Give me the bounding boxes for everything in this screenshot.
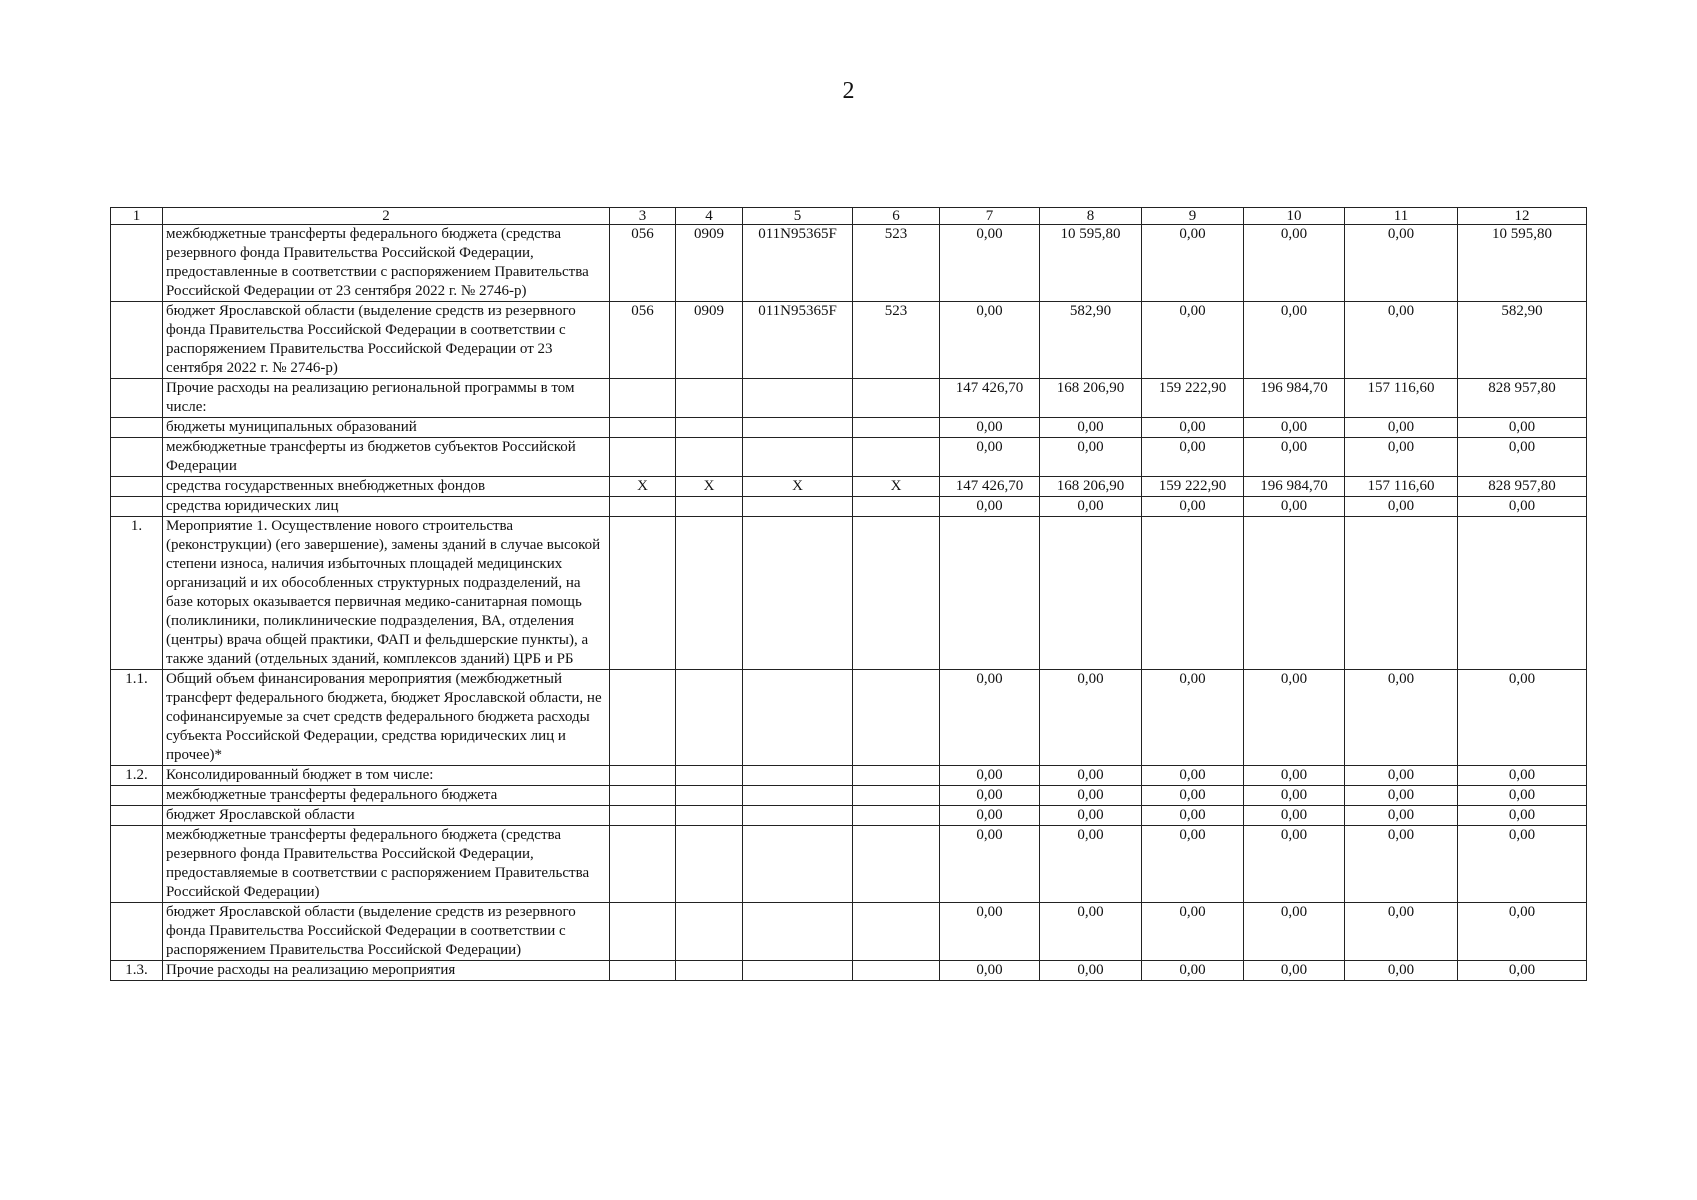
amount-cell: 0,00 <box>1244 786 1345 806</box>
column-number: 12 <box>1458 208 1587 225</box>
amount-cell: 0,00 <box>940 438 1040 477</box>
expense-type-cell <box>853 438 940 477</box>
section-code-cell: Х <box>676 477 743 497</box>
table-row <box>111 806 1587 826</box>
section-code-cell <box>676 379 743 418</box>
expense-type-cell: 523 <box>853 225 940 302</box>
amount-cell: 0,00 <box>1244 961 1345 981</box>
section-code-cell: 0909 <box>676 302 743 379</box>
expense-type-cell <box>853 670 940 766</box>
target-article-cell <box>743 438 853 477</box>
kvsr-code-cell <box>610 517 676 670</box>
section-code-cell <box>676 826 743 903</box>
amount-cell: 0,00 <box>940 497 1040 517</box>
row-index-cell <box>111 497 163 517</box>
table-row <box>111 786 1587 806</box>
amount-cell: 0,00 <box>1458 497 1587 517</box>
target-article-cell <box>743 786 853 806</box>
amount-cell: 147 426,70 <box>940 477 1040 497</box>
table-row <box>111 961 1587 981</box>
amount-cell: 0,00 <box>1142 225 1244 302</box>
expense-type-cell: 523 <box>853 302 940 379</box>
table-row <box>111 477 1587 497</box>
amount-cell: 0,00 <box>940 418 1040 438</box>
row-description-cell: Прочие расходы на реализацию мероприятия <box>163 961 610 981</box>
amount-cell: 0,00 <box>1345 786 1458 806</box>
amount-cell: 0,00 <box>1142 961 1244 981</box>
table-row <box>111 517 1587 670</box>
kvsr-code-cell <box>610 903 676 961</box>
row-index-cell <box>111 806 163 826</box>
column-number: 9 <box>1142 208 1244 225</box>
row-index-cell: 1. <box>111 517 163 670</box>
expense-type-cell <box>853 418 940 438</box>
amount-cell: 0,00 <box>1345 961 1458 981</box>
row-description-cell: Общий объем финансирования мероприятия (межбюджетный трансферт федерального бюджета, бюджет Ярославской области, не софинансируемые за счет средств федерального бюджета расходы субъекта Российской Федерации, средства юридических лиц и прочее)* <box>163 670 610 766</box>
row-index-cell <box>111 438 163 477</box>
amount-cell: 0,00 <box>1458 418 1587 438</box>
amount-cell: 0,00 <box>1142 438 1244 477</box>
amount-cell <box>940 517 1040 670</box>
amount-cell: 0,00 <box>1244 438 1345 477</box>
amount-cell: 0,00 <box>1244 806 1345 826</box>
amount-cell: 0,00 <box>1244 826 1345 903</box>
amount-cell: 582,90 <box>1040 302 1142 379</box>
amount-cell: 0,00 <box>1345 438 1458 477</box>
kvsr-code-cell <box>610 379 676 418</box>
table-row <box>111 826 1587 903</box>
section-code-cell <box>676 786 743 806</box>
table-row <box>111 903 1587 961</box>
row-index-cell <box>111 225 163 302</box>
target-article-cell <box>743 826 853 903</box>
amount-cell: 582,90 <box>1458 302 1587 379</box>
expense-type-cell <box>853 766 940 786</box>
expense-type-cell <box>853 961 940 981</box>
column-number: 4 <box>676 208 743 225</box>
amount-cell: 196 984,70 <box>1244 379 1345 418</box>
row-description-cell: межбюджетные трансферты федерального бюджета <box>163 786 610 806</box>
amount-cell: 0,00 <box>940 903 1040 961</box>
amount-cell <box>1345 517 1458 670</box>
amount-cell: 157 116,60 <box>1345 379 1458 418</box>
section-code-cell <box>676 438 743 477</box>
amount-cell: 0,00 <box>1244 225 1345 302</box>
amount-cell: 0,00 <box>940 766 1040 786</box>
expense-type-cell <box>853 379 940 418</box>
row-description-cell: бюджет Ярославской области (выделение средств из резервного фонда Правительства Российской Федерации в соответствии с распоряжением Правительства Российской Федерации от 23 сентября 2022 г. № 2746-р) <box>163 302 610 379</box>
amount-cell: 0,00 <box>1458 903 1587 961</box>
amount-cell: 0,00 <box>1142 806 1244 826</box>
amount-cell: 168 206,90 <box>1040 379 1142 418</box>
row-description-cell: Прочие расходы на реализацию региональной программы в том числе: <box>163 379 610 418</box>
column-number: 8 <box>1040 208 1142 225</box>
kvsr-code-cell <box>610 826 676 903</box>
amount-cell: 0,00 <box>940 225 1040 302</box>
amount-cell: 828 957,80 <box>1458 379 1587 418</box>
row-index-cell <box>111 903 163 961</box>
section-code-cell <box>676 517 743 670</box>
column-number: 11 <box>1345 208 1458 225</box>
amount-cell: 0,00 <box>1458 438 1587 477</box>
section-code-cell <box>676 903 743 961</box>
row-index-cell: 1.1. <box>111 670 163 766</box>
row-description-cell: Консолидированный бюджет в том числе: <box>163 766 610 786</box>
row-description-cell: средства юридических лиц <box>163 497 610 517</box>
kvsr-code-cell <box>610 786 676 806</box>
expense-type-cell: Х <box>853 477 940 497</box>
row-index-cell <box>111 418 163 438</box>
table-row <box>111 379 1587 418</box>
amount-cell: 196 984,70 <box>1244 477 1345 497</box>
column-number: 3 <box>610 208 676 225</box>
column-number: 1 <box>111 208 163 225</box>
section-code-cell <box>676 418 743 438</box>
target-article-cell <box>743 418 853 438</box>
row-description-cell: бюджет Ярославской области (выделение средств из резервного фонда Правительства Российской Федерации в соответствии с распоряжением Правительства Российской Федерации) <box>163 903 610 961</box>
target-article-cell <box>743 766 853 786</box>
amount-cell <box>1040 517 1142 670</box>
amount-cell: 0,00 <box>1040 903 1142 961</box>
kvsr-code-cell <box>610 806 676 826</box>
row-index-cell: 1.3. <box>111 961 163 981</box>
amount-cell: 0,00 <box>1142 786 1244 806</box>
table-row <box>111 418 1587 438</box>
table-row <box>111 766 1587 786</box>
row-index-cell <box>111 379 163 418</box>
budget-table <box>110 207 1587 981</box>
amount-cell: 157 116,60 <box>1345 477 1458 497</box>
amount-cell: 0,00 <box>940 302 1040 379</box>
expense-type-cell <box>853 497 940 517</box>
expense-type-cell <box>853 903 940 961</box>
amount-cell: 0,00 <box>1040 786 1142 806</box>
amount-cell: 0,00 <box>940 786 1040 806</box>
row-index-cell <box>111 826 163 903</box>
column-number: 7 <box>940 208 1040 225</box>
section-code-cell <box>676 670 743 766</box>
amount-cell: 0,00 <box>1244 497 1345 517</box>
table-row <box>111 670 1587 766</box>
row-index-cell <box>111 477 163 497</box>
target-article-cell <box>743 497 853 517</box>
amount-cell: 0,00 <box>1345 806 1458 826</box>
amount-cell: 0,00 <box>1345 497 1458 517</box>
amount-cell: 0,00 <box>940 806 1040 826</box>
amount-cell: 147 426,70 <box>940 379 1040 418</box>
amount-cell: 0,00 <box>1244 670 1345 766</box>
table-row <box>111 302 1587 379</box>
target-article-cell <box>743 517 853 670</box>
amount-cell: 0,00 <box>1142 670 1244 766</box>
column-number: 6 <box>853 208 940 225</box>
table-row <box>111 438 1587 477</box>
section-code-cell <box>676 961 743 981</box>
target-article-cell: 011N95365F <box>743 225 853 302</box>
amount-cell: 0,00 <box>1458 670 1587 766</box>
amount-cell <box>1142 517 1244 670</box>
amount-cell: 10 595,80 <box>1040 225 1142 302</box>
kvsr-code-cell: 056 <box>610 225 676 302</box>
amount-cell: 0,00 <box>1345 766 1458 786</box>
table-row <box>111 497 1587 517</box>
amount-cell: 0,00 <box>1040 418 1142 438</box>
expense-type-cell <box>853 806 940 826</box>
row-description-cell: средства государственных внебюджетных фондов <box>163 477 610 497</box>
amount-cell: 0,00 <box>1040 806 1142 826</box>
amount-cell: 0,00 <box>1244 903 1345 961</box>
amount-cell: 0,00 <box>1040 826 1142 903</box>
expense-type-cell <box>853 826 940 903</box>
amount-cell: 0,00 <box>1040 766 1142 786</box>
amount-cell: 0,00 <box>1244 302 1345 379</box>
amount-cell: 10 595,80 <box>1458 225 1587 302</box>
row-index-cell <box>111 302 163 379</box>
amount-cell: 0,00 <box>1345 903 1458 961</box>
row-description-cell: межбюджетные трансферты из бюджетов субъектов Российской Федерации <box>163 438 610 477</box>
amount-cell: 159 222,90 <box>1142 477 1244 497</box>
target-article-cell <box>743 903 853 961</box>
row-description-cell: бюджет Ярославской области <box>163 806 610 826</box>
amount-cell: 0,00 <box>1040 961 1142 981</box>
amount-cell: 0,00 <box>1040 670 1142 766</box>
target-article-cell: 011N95365F <box>743 302 853 379</box>
amount-cell: 0,00 <box>940 961 1040 981</box>
row-index-cell: 1.2. <box>111 766 163 786</box>
target-article-cell <box>743 961 853 981</box>
section-code-cell <box>676 766 743 786</box>
row-description-cell: межбюджетные трансферты федерального бюджета (средства резервного фонда Правительства Российской Федерации, предоставляемые в соответствии с распоряжением Правительства Российской Федерации) <box>163 826 610 903</box>
table-row <box>111 225 1587 302</box>
amount-cell: 0,00 <box>1142 826 1244 903</box>
amount-cell: 159 222,90 <box>1142 379 1244 418</box>
amount-cell: 0,00 <box>1458 766 1587 786</box>
kvsr-code-cell <box>610 438 676 477</box>
column-number-row <box>111 208 1587 225</box>
target-article-cell <box>743 806 853 826</box>
kvsr-code-cell <box>610 670 676 766</box>
amount-cell: 828 957,80 <box>1458 477 1587 497</box>
page-number: 2 <box>842 78 855 104</box>
section-code-cell <box>676 806 743 826</box>
amount-cell: 0,00 <box>1345 302 1458 379</box>
target-article-cell <box>743 379 853 418</box>
kvsr-code-cell <box>610 961 676 981</box>
amount-cell: 0,00 <box>1040 497 1142 517</box>
amount-cell <box>1458 517 1587 670</box>
column-number: 5 <box>743 208 853 225</box>
amount-cell: 0,00 <box>1458 826 1587 903</box>
kvsr-code-cell: Х <box>610 477 676 497</box>
amount-cell: 0,00 <box>1244 418 1345 438</box>
section-code-cell <box>676 497 743 517</box>
row-description-cell: бюджеты муниципальных образований <box>163 418 610 438</box>
amount-cell: 0,00 <box>1458 961 1587 981</box>
kvsr-code-cell <box>610 418 676 438</box>
amount-cell: 0,00 <box>1345 225 1458 302</box>
section-code-cell: 0909 <box>676 225 743 302</box>
row-description-cell: Мероприятие 1. Осуществление нового строительства (реконструкции) (его завершение), замены зданий в случае высокой степени износа, наличия избыточных площадей медицинских организаций и их обособленных структурных подразделений, на базе которых оказывается первичная медико-санитарная помощь (поликлиники, поликлинические подразделения, ВА, отделения (центры) врача общей практики, ФАП и фельдшерские пункты), а также зданий (отдельных зданий, комплексов зданий) ЦРБ и РБ <box>163 517 610 670</box>
target-article-cell <box>743 670 853 766</box>
amount-cell: 0,00 <box>1345 826 1458 903</box>
target-article-cell: Х <box>743 477 853 497</box>
amount-cell: 0,00 <box>940 826 1040 903</box>
expense-type-cell <box>853 517 940 670</box>
amount-cell: 0,00 <box>1040 438 1142 477</box>
amount-cell: 0,00 <box>1142 903 1244 961</box>
amount-cell: 0,00 <box>1345 670 1458 766</box>
amount-cell: 0,00 <box>1142 418 1244 438</box>
kvsr-code-cell: 056 <box>610 302 676 379</box>
amount-cell: 0,00 <box>1458 806 1587 826</box>
amount-cell: 0,00 <box>1345 418 1458 438</box>
column-number: 10 <box>1244 208 1345 225</box>
row-description-cell: межбюджетные трансферты федерального бюджета (средства резервного фонда Правительства Российской Федерации, предоставленные в соответствии с распоряжением Правительства Российской Федерации от 23 сентября 2022 г. № 2746-р) <box>163 225 610 302</box>
row-index-cell <box>111 786 163 806</box>
amount-cell: 0,00 <box>1142 766 1244 786</box>
amount-cell: 0,00 <box>1458 786 1587 806</box>
kvsr-code-cell <box>610 497 676 517</box>
expense-type-cell <box>853 786 940 806</box>
amount-cell: 0,00 <box>1244 766 1345 786</box>
amount-cell: 0,00 <box>1142 302 1244 379</box>
amount-cell: 168 206,90 <box>1040 477 1142 497</box>
column-number: 2 <box>163 208 610 225</box>
amount-cell: 0,00 <box>1142 497 1244 517</box>
amount-cell <box>1244 517 1345 670</box>
amount-cell: 0,00 <box>940 670 1040 766</box>
kvsr-code-cell <box>610 766 676 786</box>
